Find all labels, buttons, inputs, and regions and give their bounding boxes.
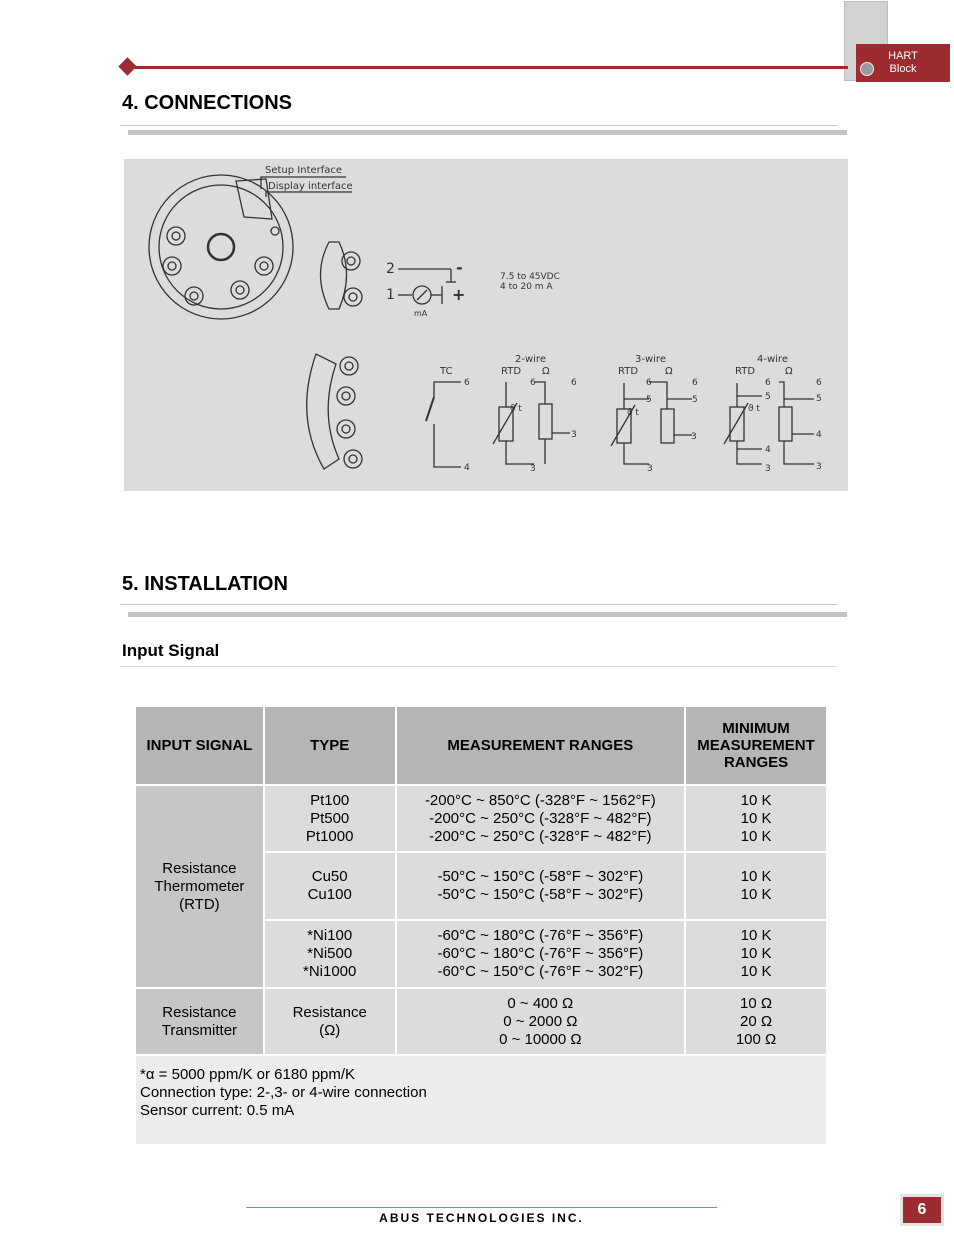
notes-cell [135,1055,827,1145]
plus-label: + [452,285,466,304]
header-input-signal: INPUT SIGNAL [135,706,264,785]
min-range-cell: 10 K 10 K 10 K [685,785,827,852]
ohm-label: Ω [785,366,793,377]
setup-interface-label: Setup Interface [265,165,343,176]
supply-terminal-block [321,242,347,309]
installation-heading: 5. INSTALLATION [122,573,288,595]
heading-bar [128,612,847,617]
header-type: TYPE [264,706,396,785]
node-label: 6 [765,378,771,388]
notes-row [135,1055,827,1145]
node-label: 4 [464,463,470,473]
node-label: 6 [646,378,652,388]
connection-diagram [124,159,848,491]
node-label: 6 [530,378,536,388]
range-cell: -50°C ~ 150°C (-58°F ~ 302°F) -50°C ~ 150°C (-58°F ~ 302°F) [396,852,686,920]
range-cell: 0 ~ 400 Ω 0 ~ 2000 Ω 0 ~ 10000 Ω [396,988,686,1055]
screw [167,227,185,245]
two-wire-label: 2-wire [515,354,546,365]
connections-heading: 4. CONNECTIONS [122,92,293,114]
min-range-cell: 10 K 10 K [685,852,827,920]
input-signal-heading: Input Signal [122,641,220,660]
note-alpha: *α = 5000 ppm/K or 6180 ppm/K [140,1066,356,1083]
rtd-label: RTD [735,366,756,377]
section-tab-line1: HART [888,50,918,62]
section-tab-line2: Block [889,63,917,75]
page-number: 6 [903,1197,941,1223]
supply-voltage-label: 7.5 to 45VDC [500,272,560,282]
heading-bar [128,130,847,135]
range-cell: -60°C ~ 180°C (-76°F ~ 356°F) -60°C ~ 180°C (-76°F ~ 356°F) -60°C ~ 150°C (-76°F ~ 302°F) [396,920,686,988]
rtd-label: RTD [501,366,522,377]
interface-connector [236,179,272,219]
node-label: 6 [571,378,577,388]
footer-company: ABUS TECHNOLOGIES INC. [379,1211,584,1225]
ma-label: mA [414,309,428,318]
subheading-rule [120,666,837,667]
ohm-label: Ω [542,366,550,377]
input-signal-table [134,705,828,1146]
transmitter-group-cell: Resistance Transmitter [135,988,264,1055]
three-wire-label: 3-wire [635,354,666,365]
header-rule [128,66,848,69]
node-label: 3 [816,462,822,472]
theta-label: ϑ t [510,404,522,414]
node-label: 4 [765,445,771,455]
screw [255,257,273,275]
supply-current-label: 4 to 20 m A [500,282,553,292]
node-label: 3 [571,430,577,440]
node-label: 3 [765,464,771,474]
node-label: 3 [647,464,653,474]
header-minimum-ranges: MINIMUM MEASUREMENT RANGES [685,706,827,785]
node-label: 4 [816,430,822,440]
table-header-row [135,706,827,785]
terminal-2-label: 2 [386,261,395,277]
screw [231,281,249,299]
heading-rule [120,604,837,605]
min-range-cell: 10 K 10 K 10 K [685,920,827,988]
minus-label: - [456,258,463,277]
display-interface-label: Display interface [268,181,353,192]
rtd-label: RTD [618,366,639,377]
sensor-terminal-block [307,354,339,469]
header-measurement-ranges: MEASUREMENT RANGES [396,706,686,785]
screw [163,257,181,275]
rtd-group-cell: Resistance Thermometer (RTD) [135,785,264,988]
terminal-1-label: 1 [386,287,395,303]
node-label: 3 [530,464,536,474]
note-sensor-current: Sensor current: 0.5 mA [140,1102,295,1119]
ohm-label: Ω [665,366,673,377]
table-row [135,988,827,1055]
type-cell: *Ni100 *Ni500 *Ni1000 [264,920,396,988]
note-connection-type: Connection type: 2-,3- or 4-wire connection [140,1084,427,1101]
node-label: 5 [646,395,652,405]
node-label: 5 [765,392,771,402]
center-hole [208,234,234,260]
node-label: 5 [692,395,698,405]
header-diamond-icon [118,57,136,75]
wiring-diagram-svg [124,159,848,491]
tc-label: TC [440,366,453,377]
type-cell: Resistance (Ω) [264,988,396,1055]
heading-rule [120,125,837,126]
theta-label: ϑ t [748,404,760,414]
node-label: 3 [691,432,697,442]
node-label: 6 [692,378,698,388]
transmitter-body-outline [149,175,293,319]
node-label: 5 [816,394,822,404]
range-cell: -200°C ~ 850°C (-328°F ~ 1562°F) -200°C ~ 250°C (-328°F ~ 482°F) -200°C ~ 250°C (-328°F ~ 482°F) [396,785,686,852]
type-cell: Pt100 Pt500 Pt1000 [264,785,396,852]
footer-rule [246,1207,717,1208]
node-label: 6 [816,378,822,388]
tab-bullet-icon [860,62,874,76]
type-cell: Cu50 Cu100 [264,852,396,920]
min-range-cell: 10 Ω 20 Ω 100 Ω [685,988,827,1055]
four-wire-label: 4-wire [757,354,788,365]
theta-label: ϑ t [627,408,639,418]
table-row [135,785,827,852]
node-label: 6 [464,378,470,388]
